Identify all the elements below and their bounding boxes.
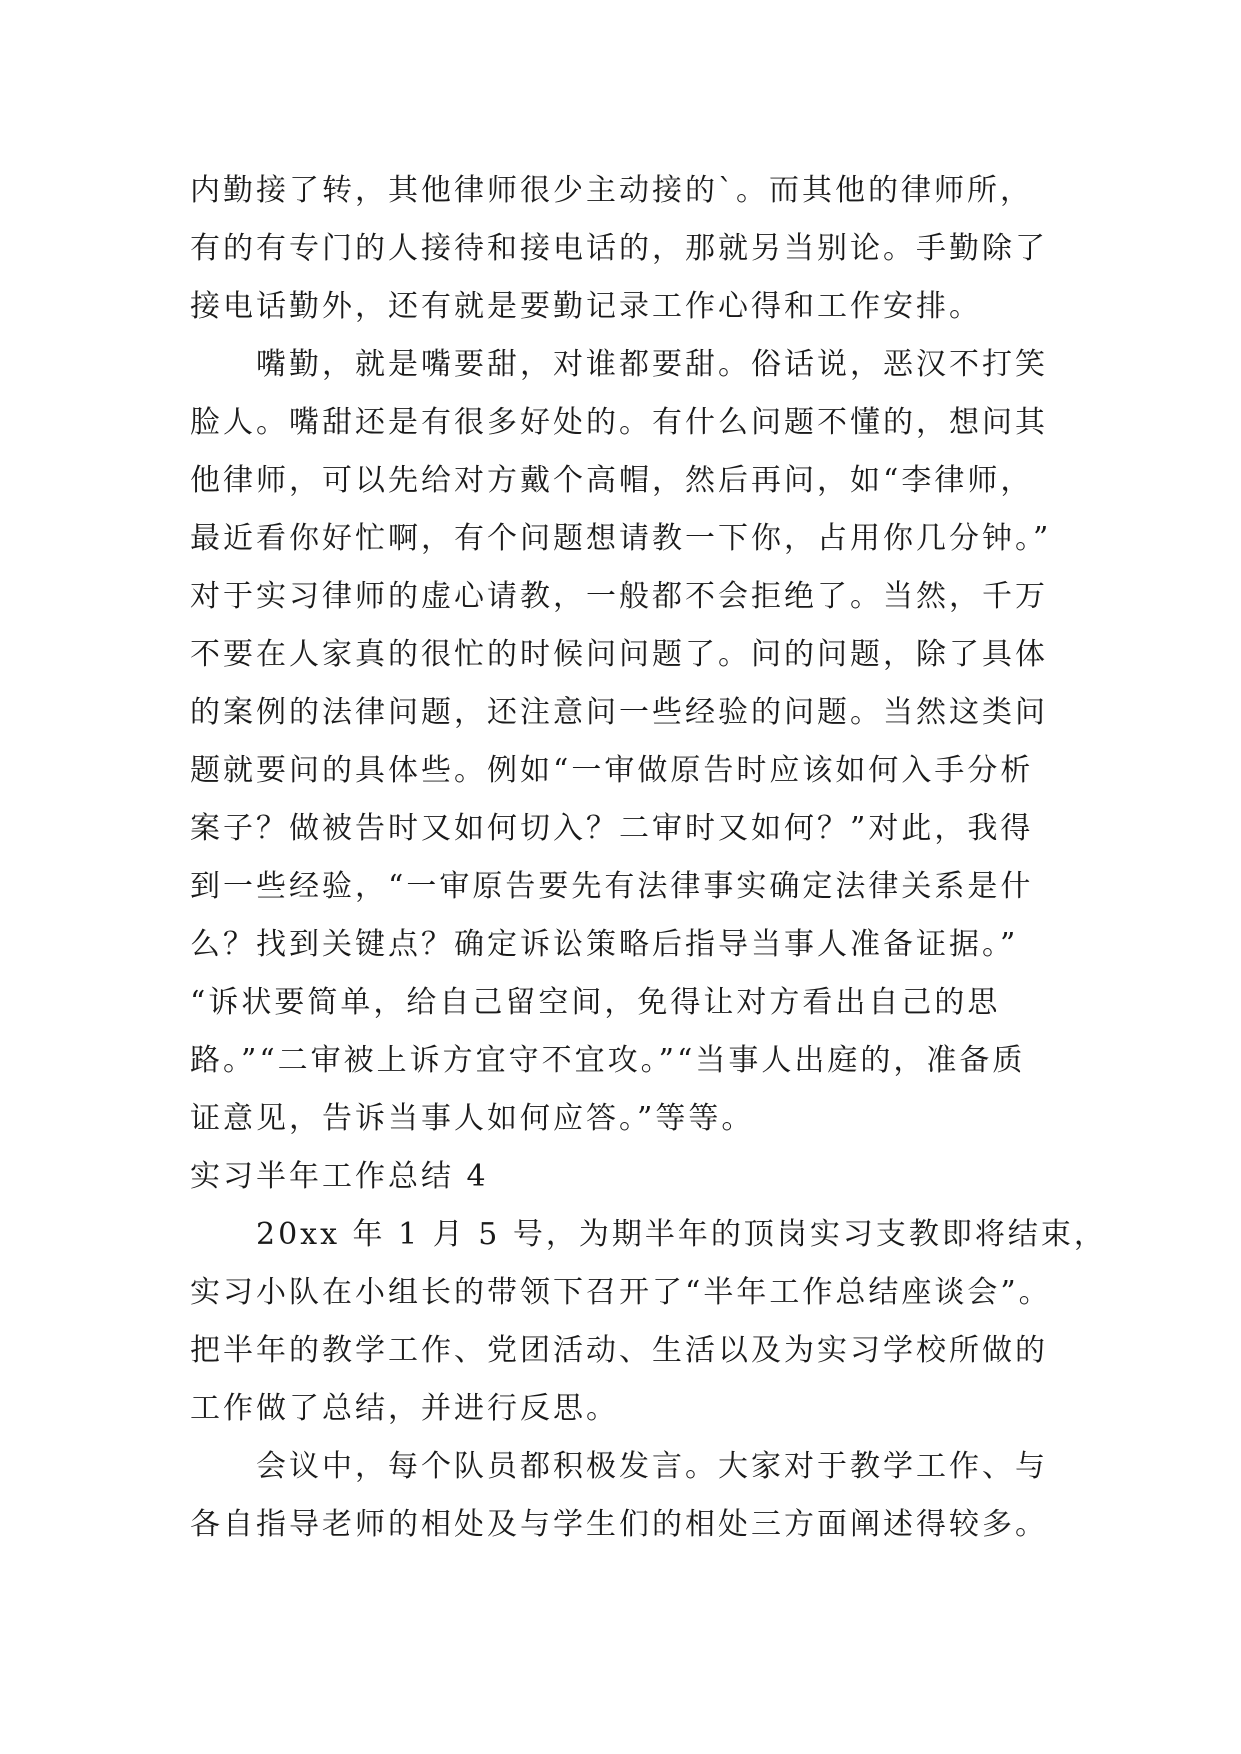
- text-line: 实习小队在小组长的带领下召开了“半年工作总结座谈会”。: [190, 1275, 1052, 1310]
- paragraph-start-line: 嘴勤，就是嘴要甜，对谁都要甜。俗话说，恶汉不打笑: [256, 347, 1048, 382]
- text-line: 题就要问的具体些。例如“一审做原告时应该如何入手分析: [190, 753, 1034, 788]
- text-line: 内勤接了转，其他律师很少主动接的`。而其他的律师所，: [190, 173, 1033, 208]
- text-line: “诉状要简单，给自己留空间，免得让对方看出自己的思: [190, 985, 1001, 1020]
- text-line: 他律师，可以先给对方戴个高帽，然后再问，如“李律师，: [190, 463, 1034, 498]
- text-line: 把半年的教学工作、党团活动、生活以及为实习学校所做的: [190, 1333, 1048, 1368]
- text-line: 最近看你好忙啊，有个问题想请教一下你，占用你几分钟。”: [190, 521, 1052, 556]
- text-line: 有的有专门的人接待和接电话的，那就另当别论。手勤除了: [190, 231, 1048, 266]
- text-line: 工作做了总结，并进行反思。: [190, 1391, 619, 1426]
- paragraph-start-line: 20xx 年 1 月 5 号，为期半年的顶岗实习支教即将结束，: [256, 1217, 1107, 1252]
- text-line: 案子？做被告时又如何切入？二审时又如何？”对此，我得: [190, 811, 1034, 846]
- text-line: 接电话勤外，还有就是要勤记录工作心得和工作安排。: [190, 289, 982, 324]
- document-body: [190, 162, 1107, 1554]
- text-line: 么？找到关键点？确定诉讼策略后指导当事人准备证据。”: [190, 927, 1019, 962]
- paragraph-start-line: 会议中，每个队员都积极发言。大家对于教学工作、与: [256, 1449, 1048, 1484]
- text-line: 不要在人家真的很忙的时候问问题了。问的问题，除了具体: [190, 637, 1048, 672]
- text-line: 的案例的法律问题，还注意问一些经验的问题。当然这类问: [190, 695, 1048, 730]
- text-line: 各自指导老师的相处及与学生们的相处三方面阐述得较多。: [190, 1507, 1048, 1542]
- text-line: 证意见，告诉当事人如何应答。”等等。: [190, 1101, 755, 1136]
- section-heading: 实习半年工作总结 4: [190, 1159, 489, 1194]
- text-line: 路。”“二审被上诉方宜守不宜攻。”“当事人出庭的，准备质: [190, 1043, 1026, 1078]
- text-line: 脸人。嘴甜还是有很多好处的。有什么问题不懂的，想问其: [190, 405, 1048, 440]
- text-line: 到一些经验，“一审原告要先有法律事实确定法律关系是什: [190, 869, 1034, 904]
- text-line: 对于实习律师的虚心请教，一般都不会拒绝了。当然，千万: [190, 579, 1048, 614]
